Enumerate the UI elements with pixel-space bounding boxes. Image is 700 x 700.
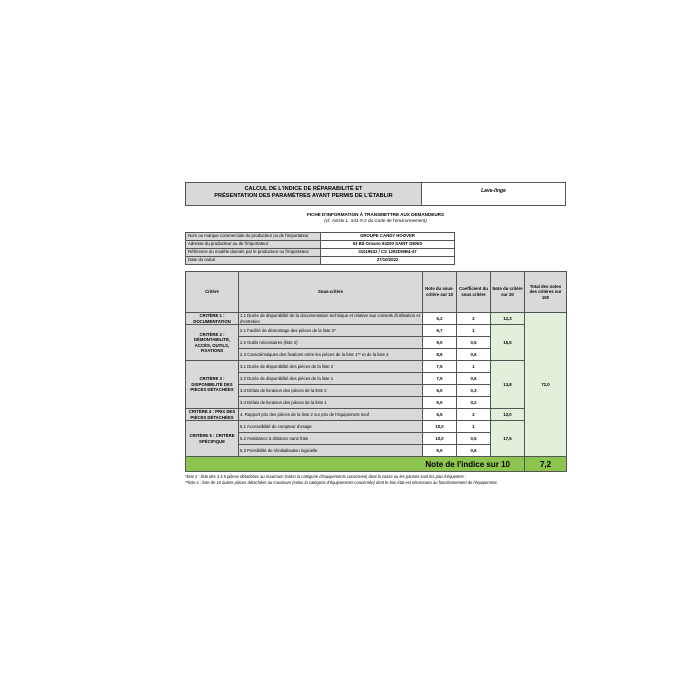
info-table: [185, 232, 455, 265]
sub-criterion-note: 10,0: [423, 421, 457, 433]
table-row: [186, 313, 567, 325]
sub-criterion-coef: 0,5: [457, 373, 491, 385]
criterion-score: 13,0: [491, 409, 525, 421]
sub-criterion: 5.1 Accessibilité du compteur d'usage: [239, 421, 423, 433]
sub-criterion: 3.1 Durée de disponibilité des pièces de la liste 2: [239, 361, 423, 373]
sub-criterion: 3.4 Délais de livraison des pièces de la liste 1: [239, 397, 423, 409]
info-value: 31019532 / CS 1292DWB4-47: [321, 249, 455, 257]
sub-criterion: 5.2 Assistance à distance sans frais: [239, 433, 423, 445]
sub-criterion: 2.3 Caractéristiques des fixations entre les pièces de la liste 1** et de la liste 2: [239, 349, 423, 361]
info-row: [186, 249, 455, 257]
info-label: Adresse du producteur ou de l'importateur: [186, 241, 321, 249]
sub-criterion: 2.2 Outils nécessaires (liste 2): [239, 337, 423, 349]
subheader-line2: (cf. Article L. 541-9-2 du Code de l'environnement): [324, 217, 427, 223]
criterion-name: CRITÈRE 4 : PRIX DES PIÈCES DÉTACHÉES: [186, 409, 239, 421]
info-row: [186, 257, 455, 265]
sub-criterion-note: 10,0: [423, 433, 457, 445]
header-title: [186, 183, 422, 205]
sub-criterion-coef: 1: [457, 325, 491, 337]
criterion-score: 15,5: [491, 325, 525, 361]
sub-criterion-coef: 1: [457, 421, 491, 433]
final-score-row: [186, 457, 567, 472]
sub-criterion-note: 8,6: [423, 349, 457, 361]
info-row: [186, 233, 455, 241]
col-total: Total des notes des critères sur 100: [525, 272, 567, 313]
col-note20: Note du critère sur 20: [491, 272, 525, 313]
criterion-name: CRITÈRE 3 : DISPONIBILITÉ DES PIÈCES DÉTACHÉES: [186, 361, 239, 409]
final-score-value: 7,2: [525, 457, 567, 472]
sub-criterion: 1.1 Durée de disponibilité de la documentation technique et relative aux conseils d'utilisation et d'entretien: [239, 313, 423, 325]
sub-criterion-note: 7,5: [423, 373, 457, 385]
table-row: [186, 409, 567, 421]
sub-criterion: 4. Rapport prix des pièces de la liste 2 sur prix de l'équipement neuf: [239, 409, 423, 421]
sub-criterion: 3.3 Délais de livraison des pièces de la liste 2: [239, 385, 423, 397]
info-value: GROUPE CANDY HOOVER: [321, 233, 455, 241]
info-value: 53 Bd Ornano 93200 SAINT DENIS: [321, 241, 455, 249]
sub-criterion: 2.1 Facilité de démontage des pièces de la liste 2*: [239, 325, 423, 337]
info-label: Nom ou marque commerciale du producteur ou de l'importateur: [186, 233, 321, 241]
subheader: [185, 212, 566, 228]
sub-criterion-note: 5,0: [423, 385, 457, 397]
sub-criterion-coef: 0,5: [457, 445, 491, 457]
footnotes: [185, 474, 566, 485]
total-score-100: 72,0: [525, 313, 567, 457]
sub-criterion-coef: 0,3: [457, 385, 491, 397]
criteria-table: [185, 271, 567, 472]
info-label: Référence du modèle donnée par le producteur ou l'importateur: [186, 249, 321, 257]
sub-criterion-note: 5,0: [423, 397, 457, 409]
table-row: [186, 325, 567, 337]
sub-criterion-coef: 0,5: [457, 349, 491, 361]
product-type: Lave-linge: [481, 188, 506, 194]
criterion-score: 17,5: [491, 421, 525, 457]
sub-criterion-note: 6,5: [423, 409, 457, 421]
sub-criterion-coef: 0,2: [457, 397, 491, 409]
col-note: Note du sous-critère sur 10: [423, 272, 457, 313]
sub-criterion-coef: 0,5: [457, 433, 491, 445]
criterion-name: CRITÈRE 5 : CRITÈRE SPÉCIFIQUE: [186, 421, 239, 457]
criterion-score: 13,8: [491, 361, 525, 409]
repairability-sheet: [185, 182, 566, 485]
criterion-name: CRITÈRE 2 : DÉMONTABILITÉ, ACCÈS, OUTILS, FIXATIONS: [186, 325, 239, 361]
sub-criterion-coef: 2: [457, 409, 491, 421]
sub-criterion: 5.3 Possibilité de réinitialisation logicielle: [239, 445, 423, 457]
table-header-row: [186, 272, 567, 313]
footnote-liste2: *liste 2 : liste des 3 à 5 pièces détachées au maximum (selon la catégorie d'équipements concernée) dont la casse ou les pannes sont les plus fréquentes ;: [185, 474, 466, 480]
title-line2: PRÉSENTATION DES PARAMÈTRES AYANT PERMIS DE L'ÉTABLIR: [214, 193, 393, 199]
sub-criterion-note: 6,7: [423, 325, 457, 337]
header: [185, 182, 566, 206]
sub-criterion-note: 5,0: [423, 445, 457, 457]
col-coef: Coefficient du sous critère: [457, 272, 491, 313]
sub-criterion-coef: 2: [457, 313, 491, 325]
subheader-line1: FICHE D'INFORMATION À TRANSMETTRE AUX DEMANDEURS: [306, 212, 445, 217]
sub-criterion-note: 7,5: [423, 361, 457, 373]
footnote-liste1: **liste 1 : liste de 10 autres pièces détachées au maximum (selon la catégorie d'équipements concernée) dont le bon état est nécessaire au fonctionnement de l'équipement.: [185, 479, 498, 485]
info-row: [186, 241, 455, 249]
final-score-label: Note de l'indice sur 10: [186, 457, 525, 472]
table-row: [186, 361, 567, 373]
sub-criterion: 3.2 Durée de disponibilité des pièces de la liste 1: [239, 373, 423, 385]
criterion-score: 12,3: [491, 313, 525, 325]
title-line1: CALCUL DE L'INDICE DE RÉPARABILITÉ ET: [244, 186, 363, 192]
sub-criterion-note: 9,0: [423, 337, 457, 349]
sub-criterion-coef: 1: [457, 361, 491, 373]
criterion-name: CRITÈRE 1 : DOCUMENTATION: [186, 313, 239, 325]
sub-criterion-note: 6,2: [423, 313, 457, 325]
info-value: 27/10/2022: [321, 257, 455, 265]
info-label: Date du calcul: [186, 257, 321, 265]
sub-criterion-coef: 0,5: [457, 337, 491, 349]
col-sous-critere: Sous-critère: [239, 272, 423, 313]
col-critere: Critère: [186, 272, 239, 313]
table-row: [186, 421, 567, 433]
